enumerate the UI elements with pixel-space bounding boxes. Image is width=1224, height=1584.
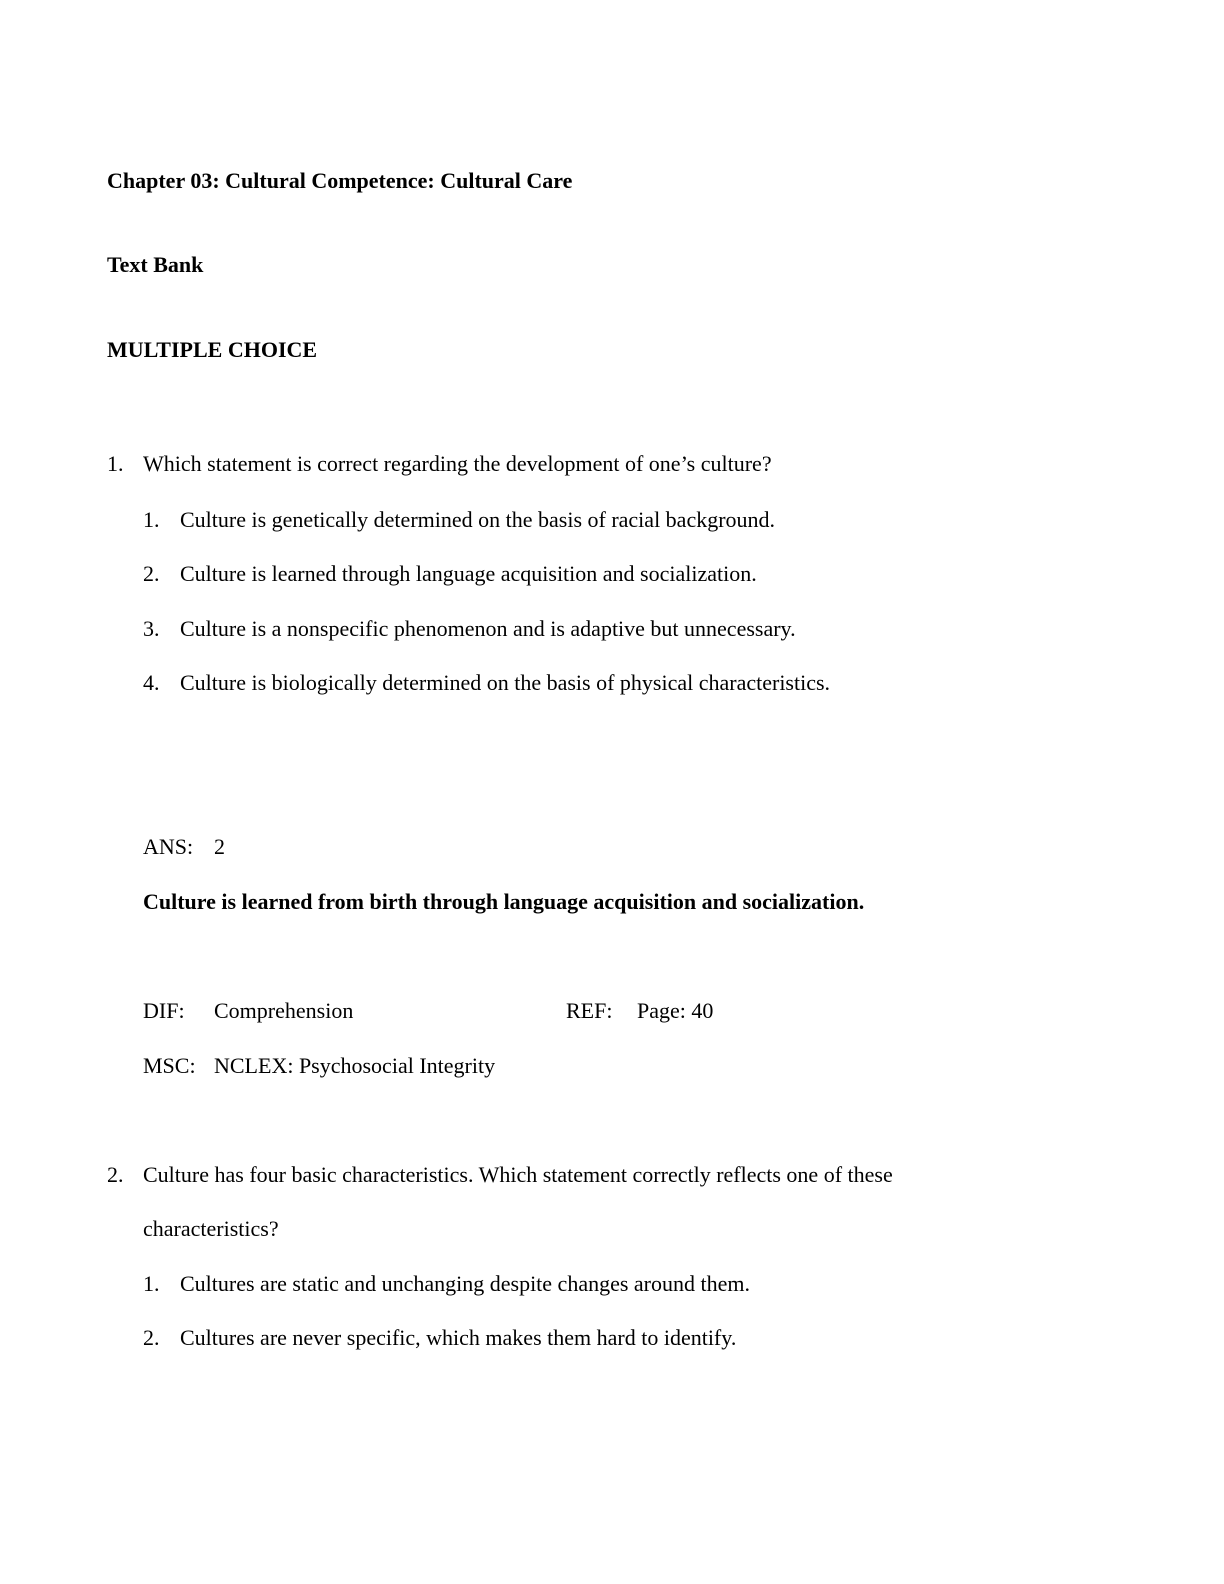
answer-label: ANS: bbox=[143, 834, 194, 859]
option-text: Culture is biologically determined on the basis of physical characteristics. bbox=[180, 670, 831, 695]
chapter-title: Chapter 03: Cultural Competence: Cultural Care bbox=[107, 168, 573, 193]
reference-value: Page: 40 bbox=[637, 998, 714, 1023]
question-stem: Culture has four basic characteristics. Which statement correctly reflects one of these bbox=[143, 1162, 893, 1187]
option-number: 1. bbox=[143, 1271, 160, 1296]
difficulty-label: DIF: bbox=[143, 998, 185, 1023]
answer-rationale: Culture is learned from birth through language acquisition and socialization. bbox=[143, 889, 865, 914]
option-number: 1. bbox=[143, 507, 160, 532]
option-text: Culture is genetically determined on the basis of racial background. bbox=[180, 507, 776, 532]
reference-label: REF: bbox=[566, 998, 613, 1023]
option-text: Culture is a nonspecific phenomenon and is adaptive but unnecessary. bbox=[180, 616, 796, 641]
subtitle: Text Bank bbox=[107, 252, 204, 277]
section-heading: MULTIPLE CHOICE bbox=[107, 337, 318, 362]
question-number: 2. bbox=[107, 1162, 124, 1187]
option-text: Culture is learned through language acquisition and socialization. bbox=[180, 561, 757, 586]
question-number: 1. bbox=[107, 451, 124, 476]
question-stem-continued: characteristics? bbox=[143, 1216, 279, 1241]
option-number: 4. bbox=[143, 670, 160, 695]
option-number: 3. bbox=[143, 616, 160, 641]
option-text: Cultures are static and unchanging despite changes around them. bbox=[180, 1271, 750, 1296]
msc-value: NCLEX: Psychosocial Integrity bbox=[214, 1053, 496, 1078]
answer-value: 2 bbox=[214, 834, 225, 859]
question-stem: Which statement is correct regarding the development of one’s culture? bbox=[143, 451, 772, 476]
option-number: 2. bbox=[143, 561, 160, 586]
option-text: Cultures are never specific, which makes them hard to identify. bbox=[180, 1325, 737, 1350]
difficulty-value: Comprehension bbox=[214, 998, 354, 1023]
option-number: 2. bbox=[143, 1325, 160, 1350]
msc-label: MSC: bbox=[143, 1053, 196, 1078]
